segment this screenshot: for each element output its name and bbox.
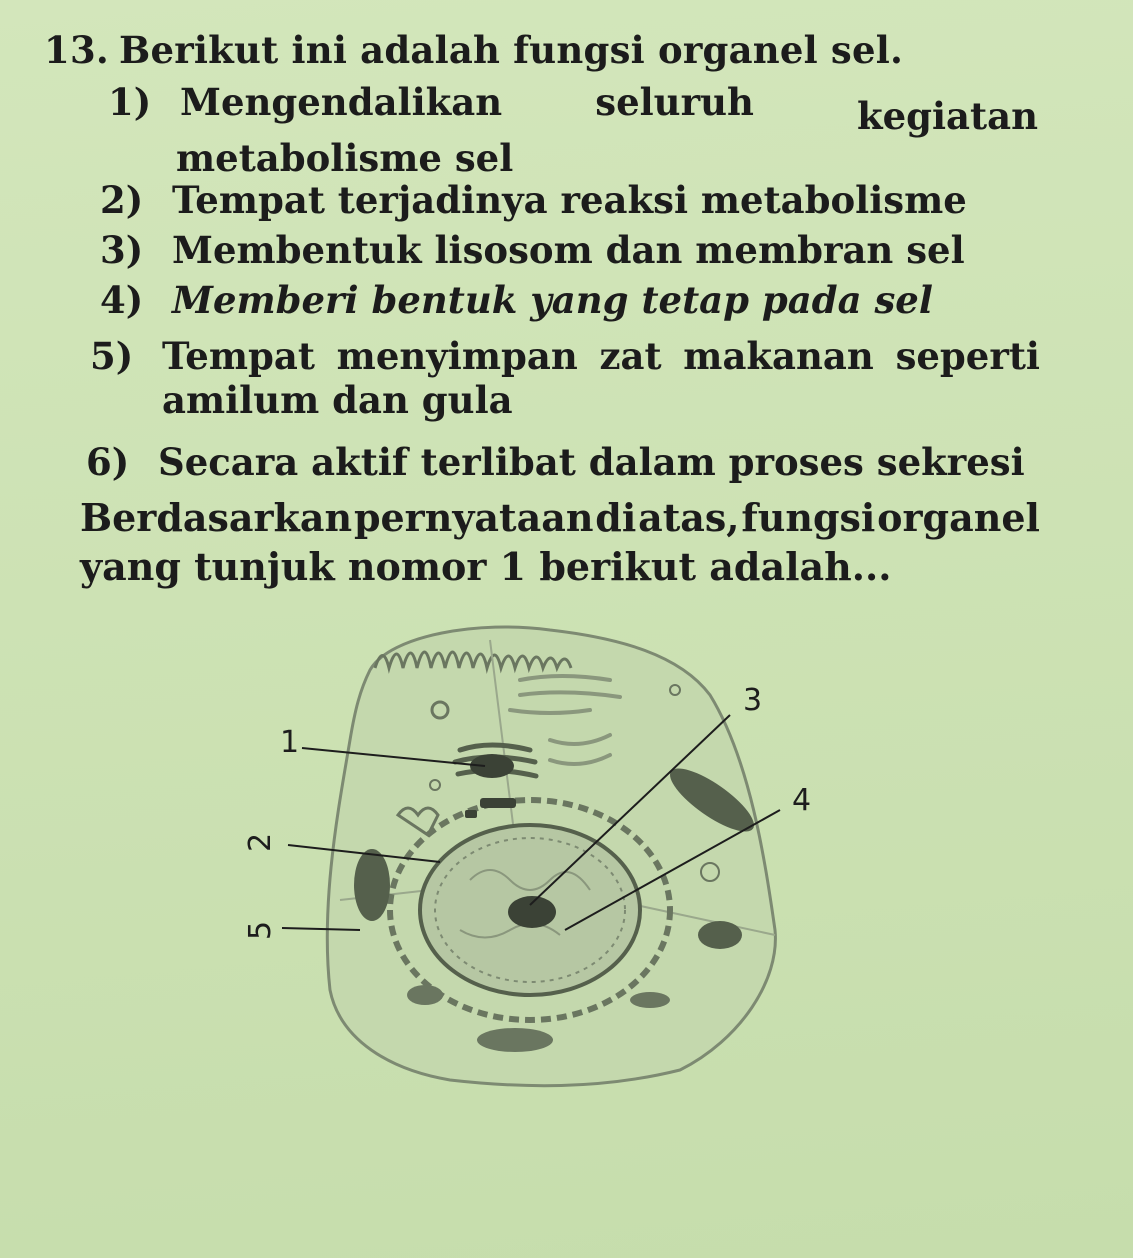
option-item-1: [108, 80, 1038, 180]
item-word: Mengendalikan: [180, 80, 503, 124]
mitochondrion: [477, 1028, 553, 1052]
mitochondrion: [698, 921, 742, 949]
question-number: 13.: [44, 28, 109, 72]
item-word: seperti: [895, 334, 1040, 378]
item-number: 1): [108, 80, 152, 124]
option-item-5: [90, 334, 1040, 422]
item-number: 4): [100, 278, 144, 322]
prompt-word: pernyataan: [353, 495, 594, 540]
item-word: Tempat: [162, 334, 315, 378]
diagram-label-2: 2: [243, 832, 278, 852]
item-number: 5): [90, 334, 134, 378]
item-continuation: metabolisme sel: [176, 136, 514, 180]
item-text: Membentuk lisosom dan membran sel: [172, 228, 965, 272]
item-word: seluruh: [595, 80, 754, 124]
item-word: kegiatan: [856, 94, 1038, 138]
option-item-3: [100, 228, 965, 272]
item-number: 3): [100, 228, 144, 272]
question-prompt: [80, 495, 1040, 589]
centriole: [465, 810, 477, 818]
prompt-word: atas,: [638, 495, 740, 540]
item-continuation: amilum dan gula: [162, 378, 513, 422]
item-text: Memberi bentuk yang tetap pada sel: [172, 278, 933, 322]
option-item-4: [100, 278, 933, 322]
item-word: menyimpan: [336, 334, 578, 378]
mitochondrion: [354, 849, 390, 921]
prompt-word: fungsi: [741, 495, 876, 540]
item-number: 6): [86, 440, 130, 484]
prompt-word: di: [595, 495, 637, 540]
question-stem: Berikut ini adalah fungsi organel sel.: [118, 28, 904, 72]
animal-cell-diagram: [220, 600, 840, 1100]
diagram-label-5: 5: [243, 920, 278, 940]
question-header: [44, 28, 903, 72]
item-word: makanan: [683, 334, 874, 378]
mitochondrion: [630, 992, 670, 1008]
nucleolus: [508, 896, 556, 928]
item-number: 2): [100, 178, 144, 222]
prompt-word: organel: [877, 495, 1040, 540]
item-text: Tempat terjadinya reaksi metabolisme: [172, 178, 967, 222]
prompt-word: Berdasarkan: [80, 495, 353, 540]
diagram-label-4: 4: [792, 783, 812, 818]
mitochondrion: [407, 985, 443, 1005]
item-text: Secara aktif terlibat dalam proses sekresi: [158, 440, 1025, 484]
prompt-line-2: yang tunjuk nomor 1 berikut adalah...: [80, 544, 892, 589]
centriole: [480, 798, 516, 808]
item-word: zat: [599, 334, 662, 378]
diagram-label-3: 3: [743, 683, 763, 718]
option-item-2: [100, 178, 967, 222]
diagram-label-1: 1: [280, 725, 300, 760]
option-item-6: [86, 440, 1025, 484]
